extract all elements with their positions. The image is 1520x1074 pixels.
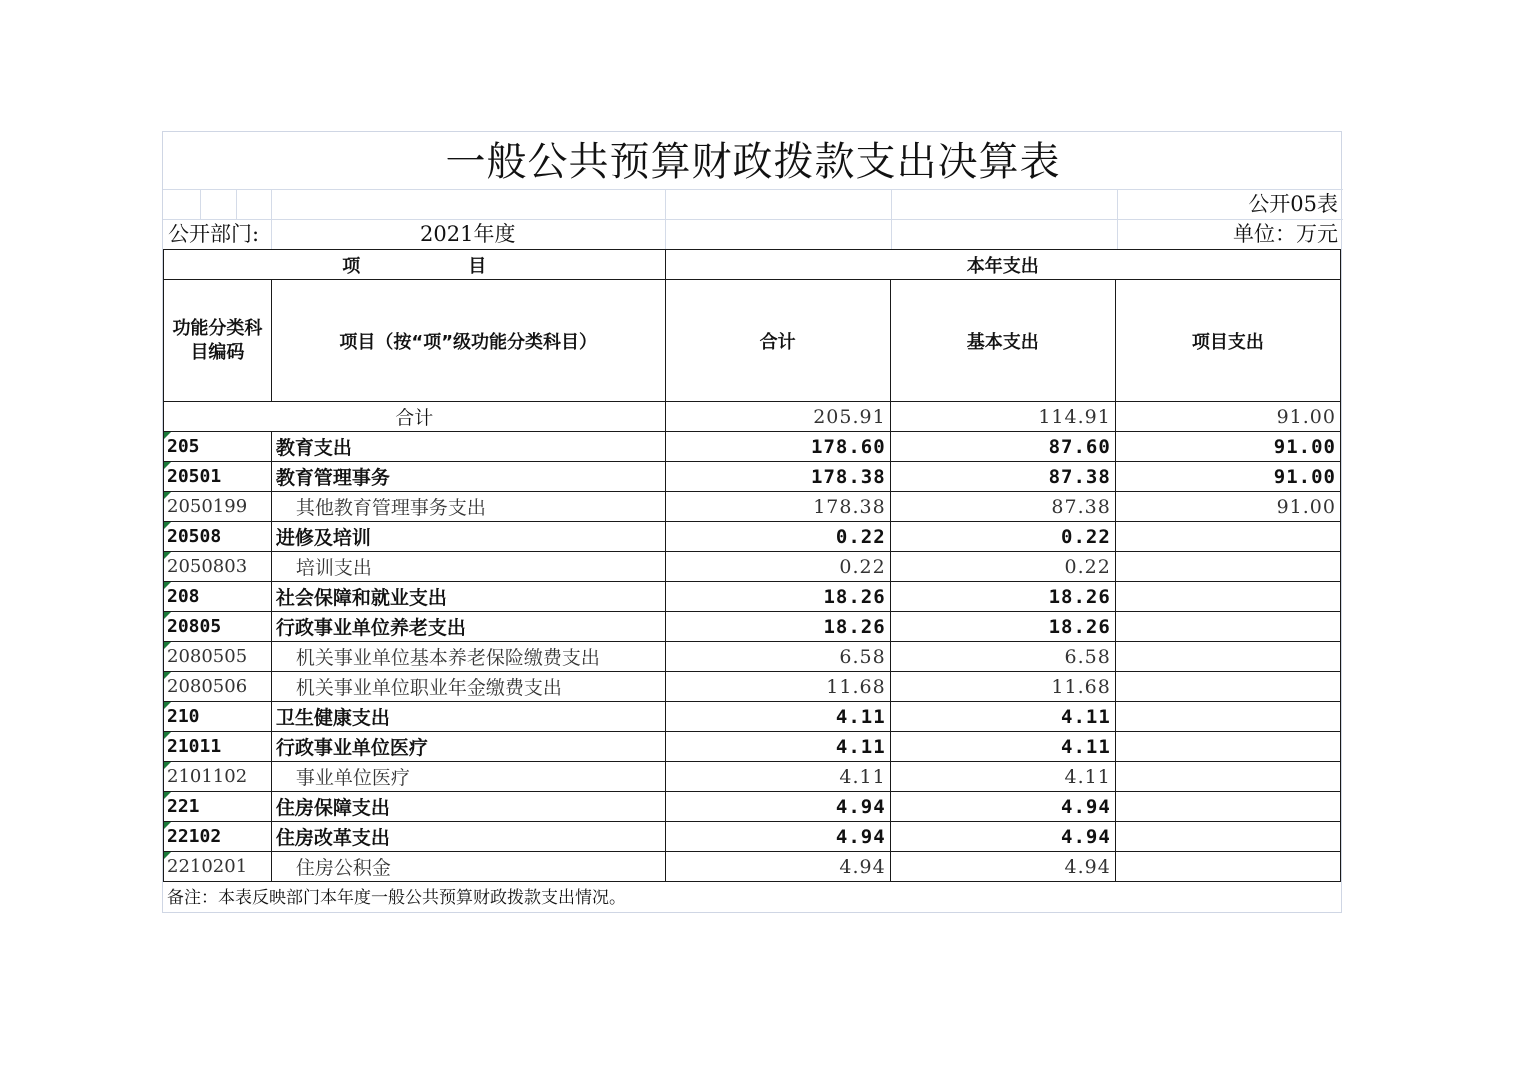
row-total xyxy=(665,612,890,642)
total-row-label: 合计 xyxy=(164,402,666,432)
row-project-text: 91.00 xyxy=(1273,435,1336,458)
row-code-text: 208 xyxy=(167,586,200,607)
table-body xyxy=(164,432,1341,882)
form-number: 公开05表 xyxy=(1248,192,1338,216)
gridline xyxy=(665,189,666,249)
header-current-year: 本年支出 xyxy=(665,250,1340,280)
row-total xyxy=(665,852,890,882)
row-project xyxy=(1115,702,1340,732)
row-name-text: 行政事业单位养老支出 xyxy=(275,617,466,639)
footnote: 备注：本表反映部门本年度一般公共预算财政拨款支出情况。 xyxy=(167,888,626,908)
row-total-text: 4.11 xyxy=(835,705,886,728)
cell-marker-icon xyxy=(164,582,171,589)
gridline xyxy=(163,189,1343,190)
row-total xyxy=(665,432,890,462)
row-project xyxy=(1115,852,1340,882)
row-name xyxy=(271,462,665,492)
gridline xyxy=(163,219,1343,220)
table-row xyxy=(164,852,1341,882)
table-row xyxy=(164,642,1341,672)
table-row xyxy=(164,582,1341,612)
row-basic-text: 6.58 xyxy=(1064,645,1111,668)
row-name-text: 住房改革支出 xyxy=(275,827,390,849)
row-project xyxy=(1115,732,1340,762)
row-name-text: 行政事业单位医疗 xyxy=(275,737,428,759)
table-row xyxy=(164,612,1341,642)
row-total xyxy=(665,642,890,672)
row-code-text: 22102 xyxy=(167,826,222,847)
row-basic xyxy=(890,612,1115,642)
row-basic xyxy=(890,552,1115,582)
table-row xyxy=(164,732,1341,762)
row-project xyxy=(1115,792,1340,822)
cell-marker-icon xyxy=(164,762,171,769)
cell-marker-icon xyxy=(164,432,171,439)
row-name xyxy=(271,852,665,882)
row-total-text: 178.38 xyxy=(811,465,886,488)
row-code xyxy=(164,702,272,732)
row-code-text: 210 xyxy=(167,706,200,727)
total-row-basic: 114.91 xyxy=(890,402,1115,432)
row-basic xyxy=(890,522,1115,552)
row-total xyxy=(665,732,890,762)
row-total xyxy=(665,762,890,792)
row-total-text: 4.94 xyxy=(835,825,886,848)
row-project xyxy=(1115,582,1340,612)
row-code xyxy=(164,492,272,522)
row-project xyxy=(1115,822,1340,852)
row-name xyxy=(271,492,665,522)
cell-marker-icon xyxy=(164,642,171,649)
row-basic-text: 4.94 xyxy=(1061,795,1111,818)
row-project-text: 91.00 xyxy=(1276,495,1336,518)
gridline xyxy=(200,189,201,219)
cell-marker-icon xyxy=(164,522,171,529)
spreadsheet-sheet xyxy=(162,131,1342,913)
department-label: 公开部门: xyxy=(168,222,260,246)
row-total-text: 4.11 xyxy=(835,735,886,758)
cell-marker-icon xyxy=(164,552,171,559)
row-total-text: 11.68 xyxy=(826,675,886,698)
row-basic xyxy=(890,822,1115,852)
row-basic xyxy=(890,462,1115,492)
row-code-text: 20501 xyxy=(167,466,222,487)
total-row-project: 91.00 xyxy=(1115,402,1340,432)
row-code-text: 21011 xyxy=(167,736,222,757)
row-total xyxy=(665,582,890,612)
row-code-text: 20508 xyxy=(167,526,222,547)
table-row xyxy=(164,792,1341,822)
row-project xyxy=(1115,552,1340,582)
table-row xyxy=(164,822,1341,852)
row-name-text: 培训支出 xyxy=(295,557,372,579)
row-code xyxy=(164,432,272,462)
row-name-text: 社会保障和就业支出 xyxy=(275,587,447,609)
row-project xyxy=(1115,522,1340,552)
row-code-text: 2080506 xyxy=(167,676,248,697)
row-code xyxy=(164,732,272,762)
row-total-text: 178.38 xyxy=(813,495,886,518)
cell-marker-icon xyxy=(164,492,171,499)
row-total-text: 0.22 xyxy=(835,525,886,548)
header-project: 项 目 xyxy=(164,250,666,280)
row-basic xyxy=(890,642,1115,672)
row-name-text: 住房公积金 xyxy=(295,857,391,879)
row-code xyxy=(164,642,272,672)
row-code-text: 205 xyxy=(167,436,200,457)
table-row xyxy=(164,672,1341,702)
row-code xyxy=(164,852,272,882)
table-row xyxy=(164,432,1341,462)
row-name xyxy=(271,612,665,642)
row-name xyxy=(271,792,665,822)
row-basic-text: 87.38 xyxy=(1048,465,1111,488)
row-name-text: 卫生健康支出 xyxy=(275,707,390,729)
row-name-text: 教育支出 xyxy=(275,437,352,459)
header-total: 合计 xyxy=(665,280,890,402)
row-code-text: 20805 xyxy=(167,616,222,637)
row-total-text: 18.26 xyxy=(823,615,886,638)
row-name xyxy=(271,582,665,612)
row-total xyxy=(665,672,890,702)
table-row xyxy=(164,552,1341,582)
row-basic-text: 18.26 xyxy=(1048,615,1111,638)
row-total xyxy=(665,822,890,852)
cell-marker-icon xyxy=(164,702,171,709)
row-total-text: 4.94 xyxy=(835,795,886,818)
row-basic xyxy=(890,792,1115,822)
table-row xyxy=(164,492,1341,522)
row-name xyxy=(271,672,665,702)
row-total xyxy=(665,492,890,522)
unit-label: 单位：万元 xyxy=(1233,222,1338,246)
row-name-text: 进修及培训 xyxy=(275,527,371,549)
row-total-text: 18.26 xyxy=(823,585,886,608)
row-project-text: 91.00 xyxy=(1273,465,1336,488)
row-project xyxy=(1115,492,1340,522)
table-row xyxy=(164,702,1341,732)
row-total xyxy=(665,522,890,552)
row-basic-text: 11.68 xyxy=(1051,675,1111,698)
header-basic: 基本支出 xyxy=(890,280,1115,402)
row-code-text: 2050803 xyxy=(167,556,248,577)
row-name-text: 机关事业单位基本养老保险缴费支出 xyxy=(295,647,600,669)
row-basic xyxy=(890,492,1115,522)
row-code xyxy=(164,822,272,852)
row-basic-text: 18.26 xyxy=(1048,585,1111,608)
row-basic xyxy=(890,732,1115,762)
row-basic-text: 4.11 xyxy=(1061,705,1111,728)
row-code-text: 2050199 xyxy=(167,496,248,517)
row-basic xyxy=(890,852,1115,882)
row-total-text: 4.94 xyxy=(839,855,886,878)
row-code xyxy=(164,522,272,552)
row-name xyxy=(271,762,665,792)
row-name xyxy=(271,702,665,732)
row-code-text: 2210201 xyxy=(167,856,248,877)
cell-marker-icon xyxy=(164,672,171,679)
header-project-expense: 项目支出 xyxy=(1115,280,1340,402)
row-project xyxy=(1115,762,1340,792)
row-code xyxy=(164,552,272,582)
row-code-text: 2080505 xyxy=(167,646,248,667)
row-name xyxy=(271,732,665,762)
row-basic xyxy=(890,582,1115,612)
row-name-text: 其他教育管理事务支出 xyxy=(295,497,486,519)
row-total xyxy=(665,462,890,492)
gridline xyxy=(271,189,272,249)
row-name xyxy=(271,642,665,672)
row-basic-text: 0.22 xyxy=(1061,525,1111,548)
row-code xyxy=(164,672,272,702)
fiscal-year: 2021年度 xyxy=(420,222,516,246)
row-code xyxy=(164,612,272,642)
header-item: 项目（按“项”级功能分类科目） xyxy=(271,280,665,402)
cell-marker-icon xyxy=(164,852,171,859)
row-project xyxy=(1115,432,1340,462)
row-name xyxy=(271,552,665,582)
cell-marker-icon xyxy=(164,612,171,619)
row-project xyxy=(1115,672,1340,702)
table-row xyxy=(164,462,1341,492)
row-name-text: 事业单位医疗 xyxy=(295,767,410,789)
row-basic-text: 0.22 xyxy=(1064,555,1111,578)
row-name-text: 教育管理事务 xyxy=(275,467,390,489)
total-row-total: 205.91 xyxy=(665,402,890,432)
budget-table xyxy=(163,249,1341,882)
row-total xyxy=(665,552,890,582)
row-code xyxy=(164,582,272,612)
page-title: 一般公共预算财政拨款支出决算表 xyxy=(445,139,1061,185)
row-name xyxy=(271,822,665,852)
row-project xyxy=(1115,612,1340,642)
row-total-text: 4.11 xyxy=(839,765,886,788)
row-basic-text: 4.11 xyxy=(1061,735,1111,758)
table-row xyxy=(164,522,1341,552)
row-basic-text: 87.60 xyxy=(1048,435,1111,458)
row-project xyxy=(1115,462,1340,492)
header-code: 功能分类科目编码 xyxy=(164,280,272,402)
row-total-text: 0.22 xyxy=(839,555,886,578)
row-total-text: 178.60 xyxy=(811,435,886,458)
cell-marker-icon xyxy=(164,462,171,469)
gridline xyxy=(891,189,892,249)
row-basic xyxy=(890,432,1115,462)
row-name-text: 机关事业单位职业年金缴费支出 xyxy=(295,677,562,699)
row-total-text: 6.58 xyxy=(839,645,886,668)
row-basic-text: 4.11 xyxy=(1064,765,1111,788)
row-name-text: 住房保障支出 xyxy=(275,797,390,819)
gridline xyxy=(1117,189,1118,249)
row-name xyxy=(271,432,665,462)
row-name xyxy=(271,522,665,552)
row-basic-text: 4.94 xyxy=(1061,825,1111,848)
row-code-text: 2101102 xyxy=(167,766,248,787)
cell-marker-icon xyxy=(164,732,171,739)
row-project xyxy=(1115,642,1340,672)
row-basic-text: 4.94 xyxy=(1064,855,1111,878)
row-code xyxy=(164,762,272,792)
row-code xyxy=(164,792,272,822)
row-code-text: 221 xyxy=(167,796,200,817)
row-basic xyxy=(890,672,1115,702)
row-basic xyxy=(890,762,1115,792)
row-total xyxy=(665,792,890,822)
cell-marker-icon xyxy=(164,822,171,829)
row-code xyxy=(164,462,272,492)
row-basic-text: 87.38 xyxy=(1051,495,1111,518)
table-row xyxy=(164,762,1341,792)
cell-marker-icon xyxy=(164,792,171,799)
row-total xyxy=(665,702,890,732)
gridline xyxy=(236,189,237,219)
row-basic xyxy=(890,702,1115,732)
